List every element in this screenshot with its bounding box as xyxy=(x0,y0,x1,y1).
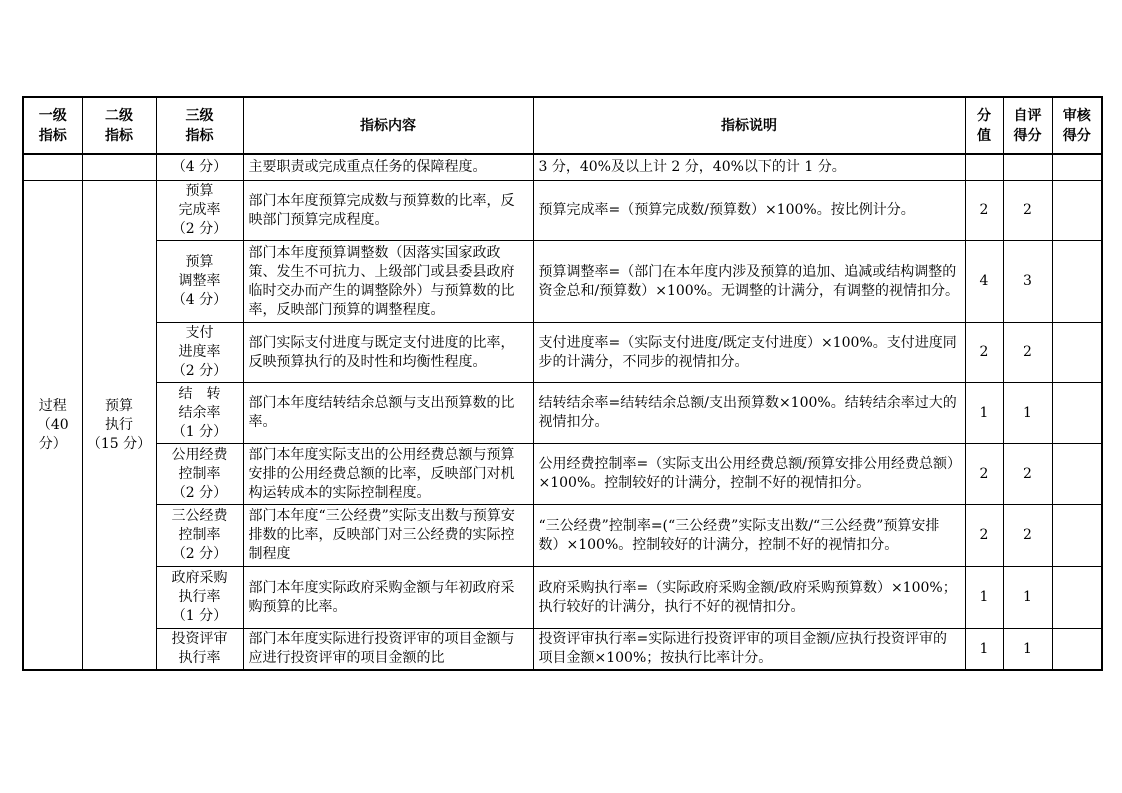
table-row xyxy=(23,629,1102,671)
cell-self: 2 xyxy=(1003,181,1052,241)
header-score: 分 值 xyxy=(965,97,1003,154)
cell-explanation: 3 分，40%及以上计 2 分，40%以下的计 1 分。 xyxy=(533,154,965,181)
cell-score: 2 xyxy=(965,181,1003,241)
cell-explanation: 政府采购执行率=（实际政府采购金额/政府采购预算数）×100%；执行较好的计满分，执行不好的视情扣分。 xyxy=(533,567,965,629)
cell-explanation: 结转结余率=结转结余总额/支出预算数×100%。结转结余率过大的视情扣分。 xyxy=(533,383,965,444)
header-level3: 三级 指标 xyxy=(156,97,243,154)
cell-explanation: 支付进度率=（实际支付进度/既定支付进度）×100%。支付进度同步的计满分，不同步的视情扣分。 xyxy=(533,323,965,383)
cell-self: 1 xyxy=(1003,629,1052,671)
cell-content: 部门本年度预算完成数与预算数的比率，反映部门预算完成程度。 xyxy=(243,181,533,241)
cell-explanation: 预算完成率=（预算完成数/预算数）×100%。按比例计分。 xyxy=(533,181,965,241)
header-level1: 一级 指标 xyxy=(23,97,82,154)
header-self-eval: 自评 得分 xyxy=(1003,97,1052,154)
table-row xyxy=(23,241,1102,323)
table-row-continuation xyxy=(23,154,1102,181)
cell-audit xyxy=(1052,181,1102,241)
cell-content: 部门本年度实际政府采购金额与年初政府采购预算的比率。 xyxy=(243,567,533,629)
cell-audit xyxy=(1052,241,1102,323)
cell-level3: 投资评审 执行率 xyxy=(156,629,243,671)
cell-self: 2 xyxy=(1003,444,1052,505)
cell-level1-group: 过程 （40 分） xyxy=(23,181,82,671)
cell-content: 部门本年度结转结余总额与支出预算数的比率。 xyxy=(243,383,533,444)
cell-level2-group: 预算 执行 （15 分） xyxy=(82,181,156,671)
table-row xyxy=(23,444,1102,505)
table-row xyxy=(23,505,1102,567)
cell-content: 部门本年度实际进行投资评审的项目金额与应进行投资评审的项目金额的比 xyxy=(243,629,533,671)
cell-self: 3 xyxy=(1003,241,1052,323)
cell-audit xyxy=(1052,444,1102,505)
cell-explanation: 公用经费控制率=（实际支出公用经费总额/预算安排公用经费总额）×100%。控制较好的计满分，控制不好的视情扣分。 xyxy=(533,444,965,505)
cell-level3: 政府采购 执行率 （1 分） xyxy=(156,567,243,629)
cell-explanation: 投资评审执行率=实际进行投资评审的项目金额/应执行投资评审的项目金额×100%；按执行比率计分。 xyxy=(533,629,965,671)
header-level2: 二级 指标 xyxy=(82,97,156,154)
cell-content: 部门实际支付进度与既定支付进度的比率，反映预算执行的及时性和均衡性程度。 xyxy=(243,323,533,383)
cell-level3: 预算 调整率 （4 分） xyxy=(156,241,243,323)
cell-content: 部门本年度预算调整数（因落实国家政政策、发生不可抗力、上级部门或县委县政府临时交办而产生的调整除外）与预算数的比率，反映部门预算的调整程度。 xyxy=(243,241,533,323)
cell-audit xyxy=(1052,154,1102,181)
cell-self: 2 xyxy=(1003,505,1052,567)
cell-audit xyxy=(1052,383,1102,444)
cell-audit xyxy=(1052,505,1102,567)
cell-level1 xyxy=(23,154,82,181)
cell-audit xyxy=(1052,629,1102,671)
cell-content: 部门本年度实际支出的公用经费总额与预算安排的公用经费总额的比率，反映部门对机构运转成本的实际控制程度。 xyxy=(243,444,533,505)
cell-score: 1 xyxy=(965,383,1003,444)
cell-level3: 三公经费 控制率 （2 分） xyxy=(156,505,243,567)
header-audit: 审核 得分 xyxy=(1052,97,1102,154)
cell-level3: 预算 完成率 （2 分） xyxy=(156,181,243,241)
cell-level3: 支付 进度率 （2 分） xyxy=(156,323,243,383)
cell-level3: （4 分） xyxy=(156,154,243,181)
cell-explanation: “三公经费”控制率=(“三公经费”实际支出数/“三公经费”预算安排数）×100%。控制较好的计满分，控制不好的视情扣分。 xyxy=(533,505,965,567)
cell-level3: 结 转 结余率 （1 分） xyxy=(156,383,243,444)
table-row xyxy=(23,323,1102,383)
cell-score: 4 xyxy=(965,241,1003,323)
cell-explanation: 预算调整率=（部门在本年度内涉及预算的追加、追减或结构调整的资金总和/预算数）×100%。无调整的计满分，有调整的视情扣分。 xyxy=(533,241,965,323)
header-explanation: 指标说明 xyxy=(533,97,965,154)
cell-audit xyxy=(1052,567,1102,629)
cell-self: 1 xyxy=(1003,567,1052,629)
table-row xyxy=(23,181,1102,241)
evaluation-table xyxy=(22,96,1103,671)
table-row xyxy=(23,567,1102,629)
cell-content: 主要职责或完成重点任务的保障程度。 xyxy=(243,154,533,181)
cell-level2 xyxy=(82,154,156,181)
cell-score: 2 xyxy=(965,505,1003,567)
table-row xyxy=(23,383,1102,444)
cell-score: 2 xyxy=(965,323,1003,383)
cell-score xyxy=(965,154,1003,181)
cell-level3: 公用经费 控制率 （2 分） xyxy=(156,444,243,505)
cell-self: 1 xyxy=(1003,383,1052,444)
cell-score: 1 xyxy=(965,629,1003,671)
header-row xyxy=(23,97,1102,154)
cell-score: 1 xyxy=(965,567,1003,629)
cell-self xyxy=(1003,154,1052,181)
cell-score: 2 xyxy=(965,444,1003,505)
cell-audit xyxy=(1052,323,1102,383)
cell-content: 部门本年度“三公经费”实际支出数与预算安排数的比率，反映部门对三公经费的实际控制程度 xyxy=(243,505,533,567)
cell-self: 2 xyxy=(1003,323,1052,383)
header-content: 指标内容 xyxy=(243,97,533,154)
